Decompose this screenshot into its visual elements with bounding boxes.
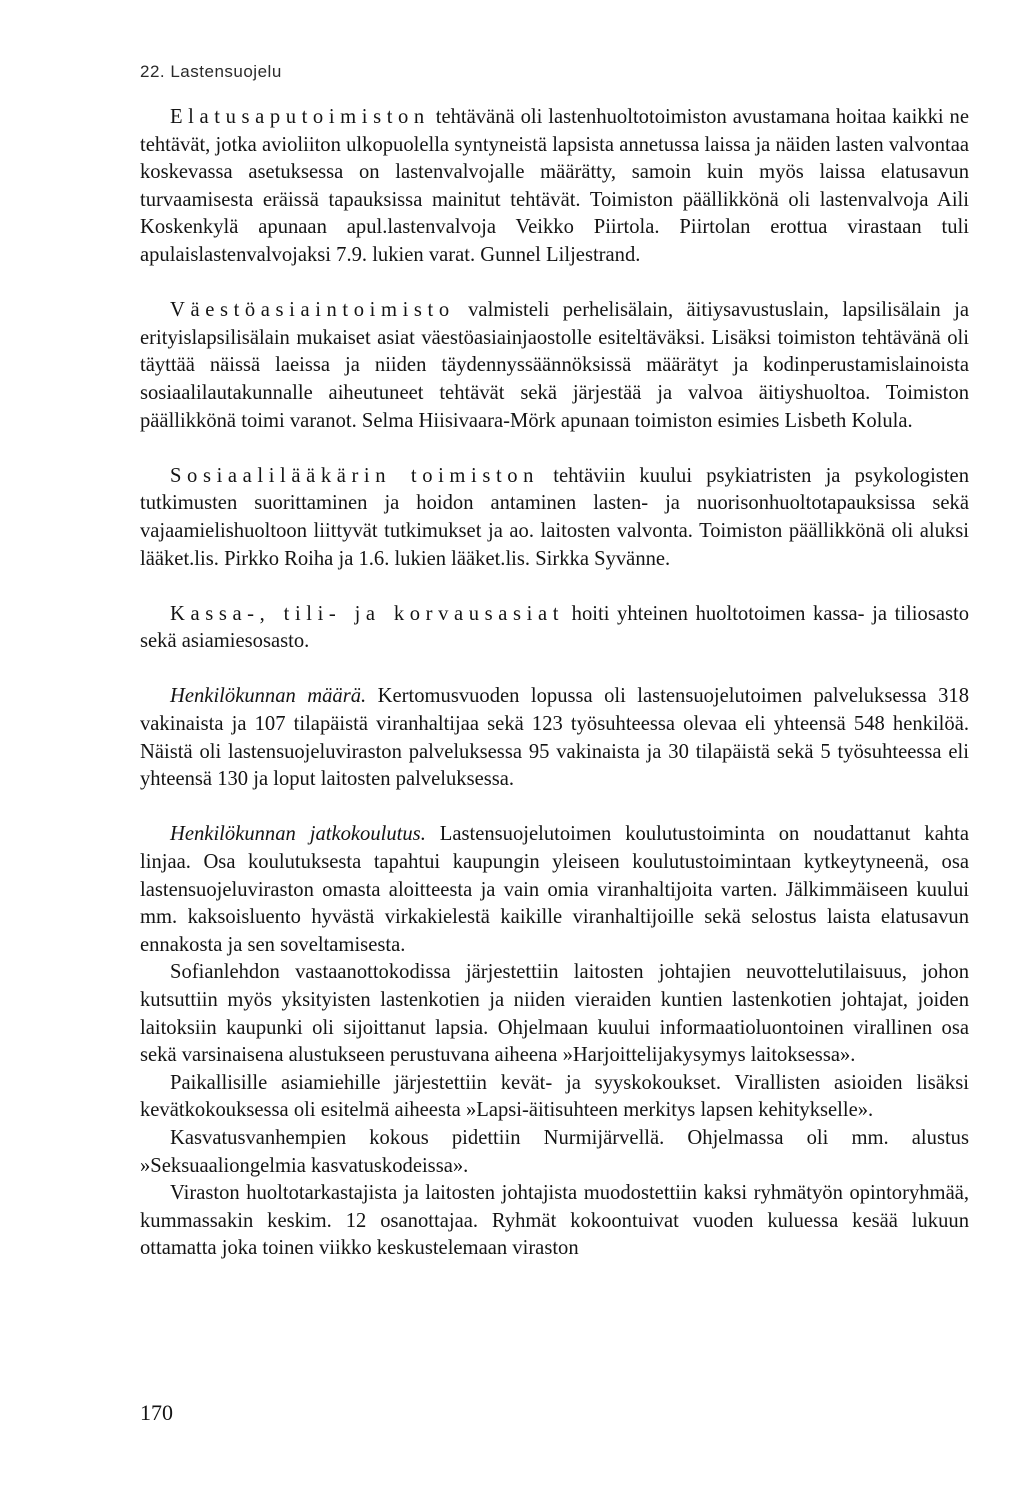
body-text — [140, 104, 969, 1263]
paragraph-text: tehtävänä oli lastenhuoltotoimiston avustamana hoitaa kaikki ne tehtävät, jotka avioliiton ulkopuolella syntyneistä lapsista annetussa laissa ja näiden lasten valvontaa koskevassa asetuksessa on lastenvalvojalle määrätty, samoin kuin myös laissa elatusavun turvaamisesta eräissä tapauksissa mainitut tehtävät. Toimiston päällikkönä oli lastenvalvoja Aili Koskenkylä apunaan apul.lastenvalvoja Veikko Piirtola. Piirtolan erottua virastaan tuli apulaislastenvalvojaksi 7.9. lukien varat. Gunnel Liljestrand. — [140, 106, 969, 266]
paragraph-text: Kasvatusvanhempien kokous pidettiin Nurmijärvellä. Ohjelmassa oli mm. alustus »Seksuaaliongelmia kasvatuskodeissa». — [140, 1126, 969, 1177]
paragraph-lead: Henkilökunnan jatkokoulutus. — [170, 823, 426, 846]
paragraph-text: Paikallisille asiamiehille järjestettiin kevät- ja syyskokoukset. Virallisten asioiden lisäksi kevätkokouksessa oli esitelmä aiheesta »Lapsi-äitisuhteen merkitys lapsen kehitykselle». — [140, 1071, 969, 1122]
running-head: 22. Lastensuojelu — [140, 62, 282, 81]
paragraph-paikalliset-asiamiehet — [140, 1070, 969, 1125]
paragraph-text: Lastensuojelutoimen koulutustoiminta on noudattanut kahta linjaa. Osa koulutuksesta tapahtui kaupungin yleiseen koulutustoimintaan kytkeytyneenä, osa lastensuojeluviraston omasta aloitteesta ja vain omia viranhaltijoita varten. Jälkimmäiseen kuului mm. kaksoisluento hyvästä virkakielestä kaikille viranhaltijoille sekä selostus laista elatusavun ennakosta ja sen soveltamisesta. — [140, 823, 969, 956]
paragraph-opintoryhmat — [140, 1180, 969, 1263]
paragraph-text: tehtäviin kuului psykiatristen ja psykologisten tutkimusten suorittaminen ja hoidon antaminen lasten- ja nuorisonhuoltotapauksissa sekä vajaamielishuoltoon liittyvät tutkimukset ja ao. laitosten valvonta. Toimiston päällikkönä oli aluksi lääket.lis. Pirkko Roiha ja 1.6. lukien lääket.lis. Sirkka Syvänne. — [140, 464, 969, 570]
paragraph-vaestoasiaintoimisto — [140, 297, 969, 435]
paragraph-text: Viraston huoltotarkastajista ja laitosten johtajista muodostettiin kaksi ryhmätyön opintoryhmää, kummassakin keskim. 12 osanottajaa. Ryhmät kokoontuivat vuoden kuluessa kesää lukuun ottamatta joka toinen viikko keskustelemaan viraston — [140, 1182, 969, 1260]
paragraph-sofianlehto — [140, 959, 969, 1069]
paragraph-lead: Väestöasiaintoimisto — [170, 299, 455, 322]
paragraph-lead: Henkilökunnan määrä. — [170, 685, 367, 708]
paragraph-text: valmisteli perhelisälain, äitiysavustuslain, lapsilisälain ja erityislapsilisälain mukaiset asiat väestöasiainjaostolle esiteltäväksi. Lisäksi toimiston tehtävänä oli täyttää näissä laeissa ja niiden täydennyssäännöksissä määrätyt ja kodinperustamislainoista sosiaalilautakunnalle aiheutuneet tehtävät sekä järjestää ja valvoa äitiyshuoltoa. Toimiston päällikkönä toimi varanot. Selma Hiisivaara-Mörk apunaan toimiston esimies Lisbeth Kolula. — [140, 299, 969, 432]
paragraph-lead: Kassa-, tili- ja korvausasiat — [170, 602, 565, 625]
paragraph-kassa-tili-korvausasiat — [140, 601, 969, 656]
paragraph-lead: Sosiaalilääkärin toimiston — [170, 464, 540, 487]
paragraph-sosiaalilaakarin-toimisto — [140, 463, 969, 573]
paragraph-elatusaputoimisto — [140, 104, 969, 270]
paragraph-text: Kertomusvuoden lopussa oli lastensuojelutoimen palveluksessa 318 vakinaista ja 107 tilapäistä viranhaltijaa sekä 123 työsuhteessa olevaa eli yhteensä 548 henkilöä. Näistä oli lastensuojeluviraston palveluksessa 95 vakinaista ja 30 tilapäistä sekä 5 työsuhteessa eli yhteensä 130 ja loput laitosten palveluksessa. — [140, 685, 970, 791]
paragraph-text: Sofianlehdon vastaanottokodissa järjestettiin laitosten johtajien neuvottelutilaisuus, johon kutsuttiin myös yksityisten lastenkotien ja niiden vieraiden kuntien lastenkotien johtajat, joiden laitoksiin kaupunki oli sijoittanut lapsia. Ohjelmaan kuului informaatioluontoinen virallinen osa sekä varsinaisena alustukseen perustuvana aiheena »Harjoittelijakysymys laitoksessa». — [140, 961, 969, 1067]
page-number: 170 — [140, 1400, 173, 1425]
paragraph-text: hoiti yhteinen huoltotoimen kassa- ja tiliosasto sekä asiamiesosasto. — [140, 602, 970, 653]
paragraph-henkilokunnan-maara — [140, 683, 969, 793]
paragraph-henkilokunnan-jatkokoulutus — [140, 821, 969, 959]
paragraph-kasvatusvanhemmat — [140, 1125, 969, 1180]
paragraph-lead: Elatusaputoimiston — [170, 106, 430, 128]
